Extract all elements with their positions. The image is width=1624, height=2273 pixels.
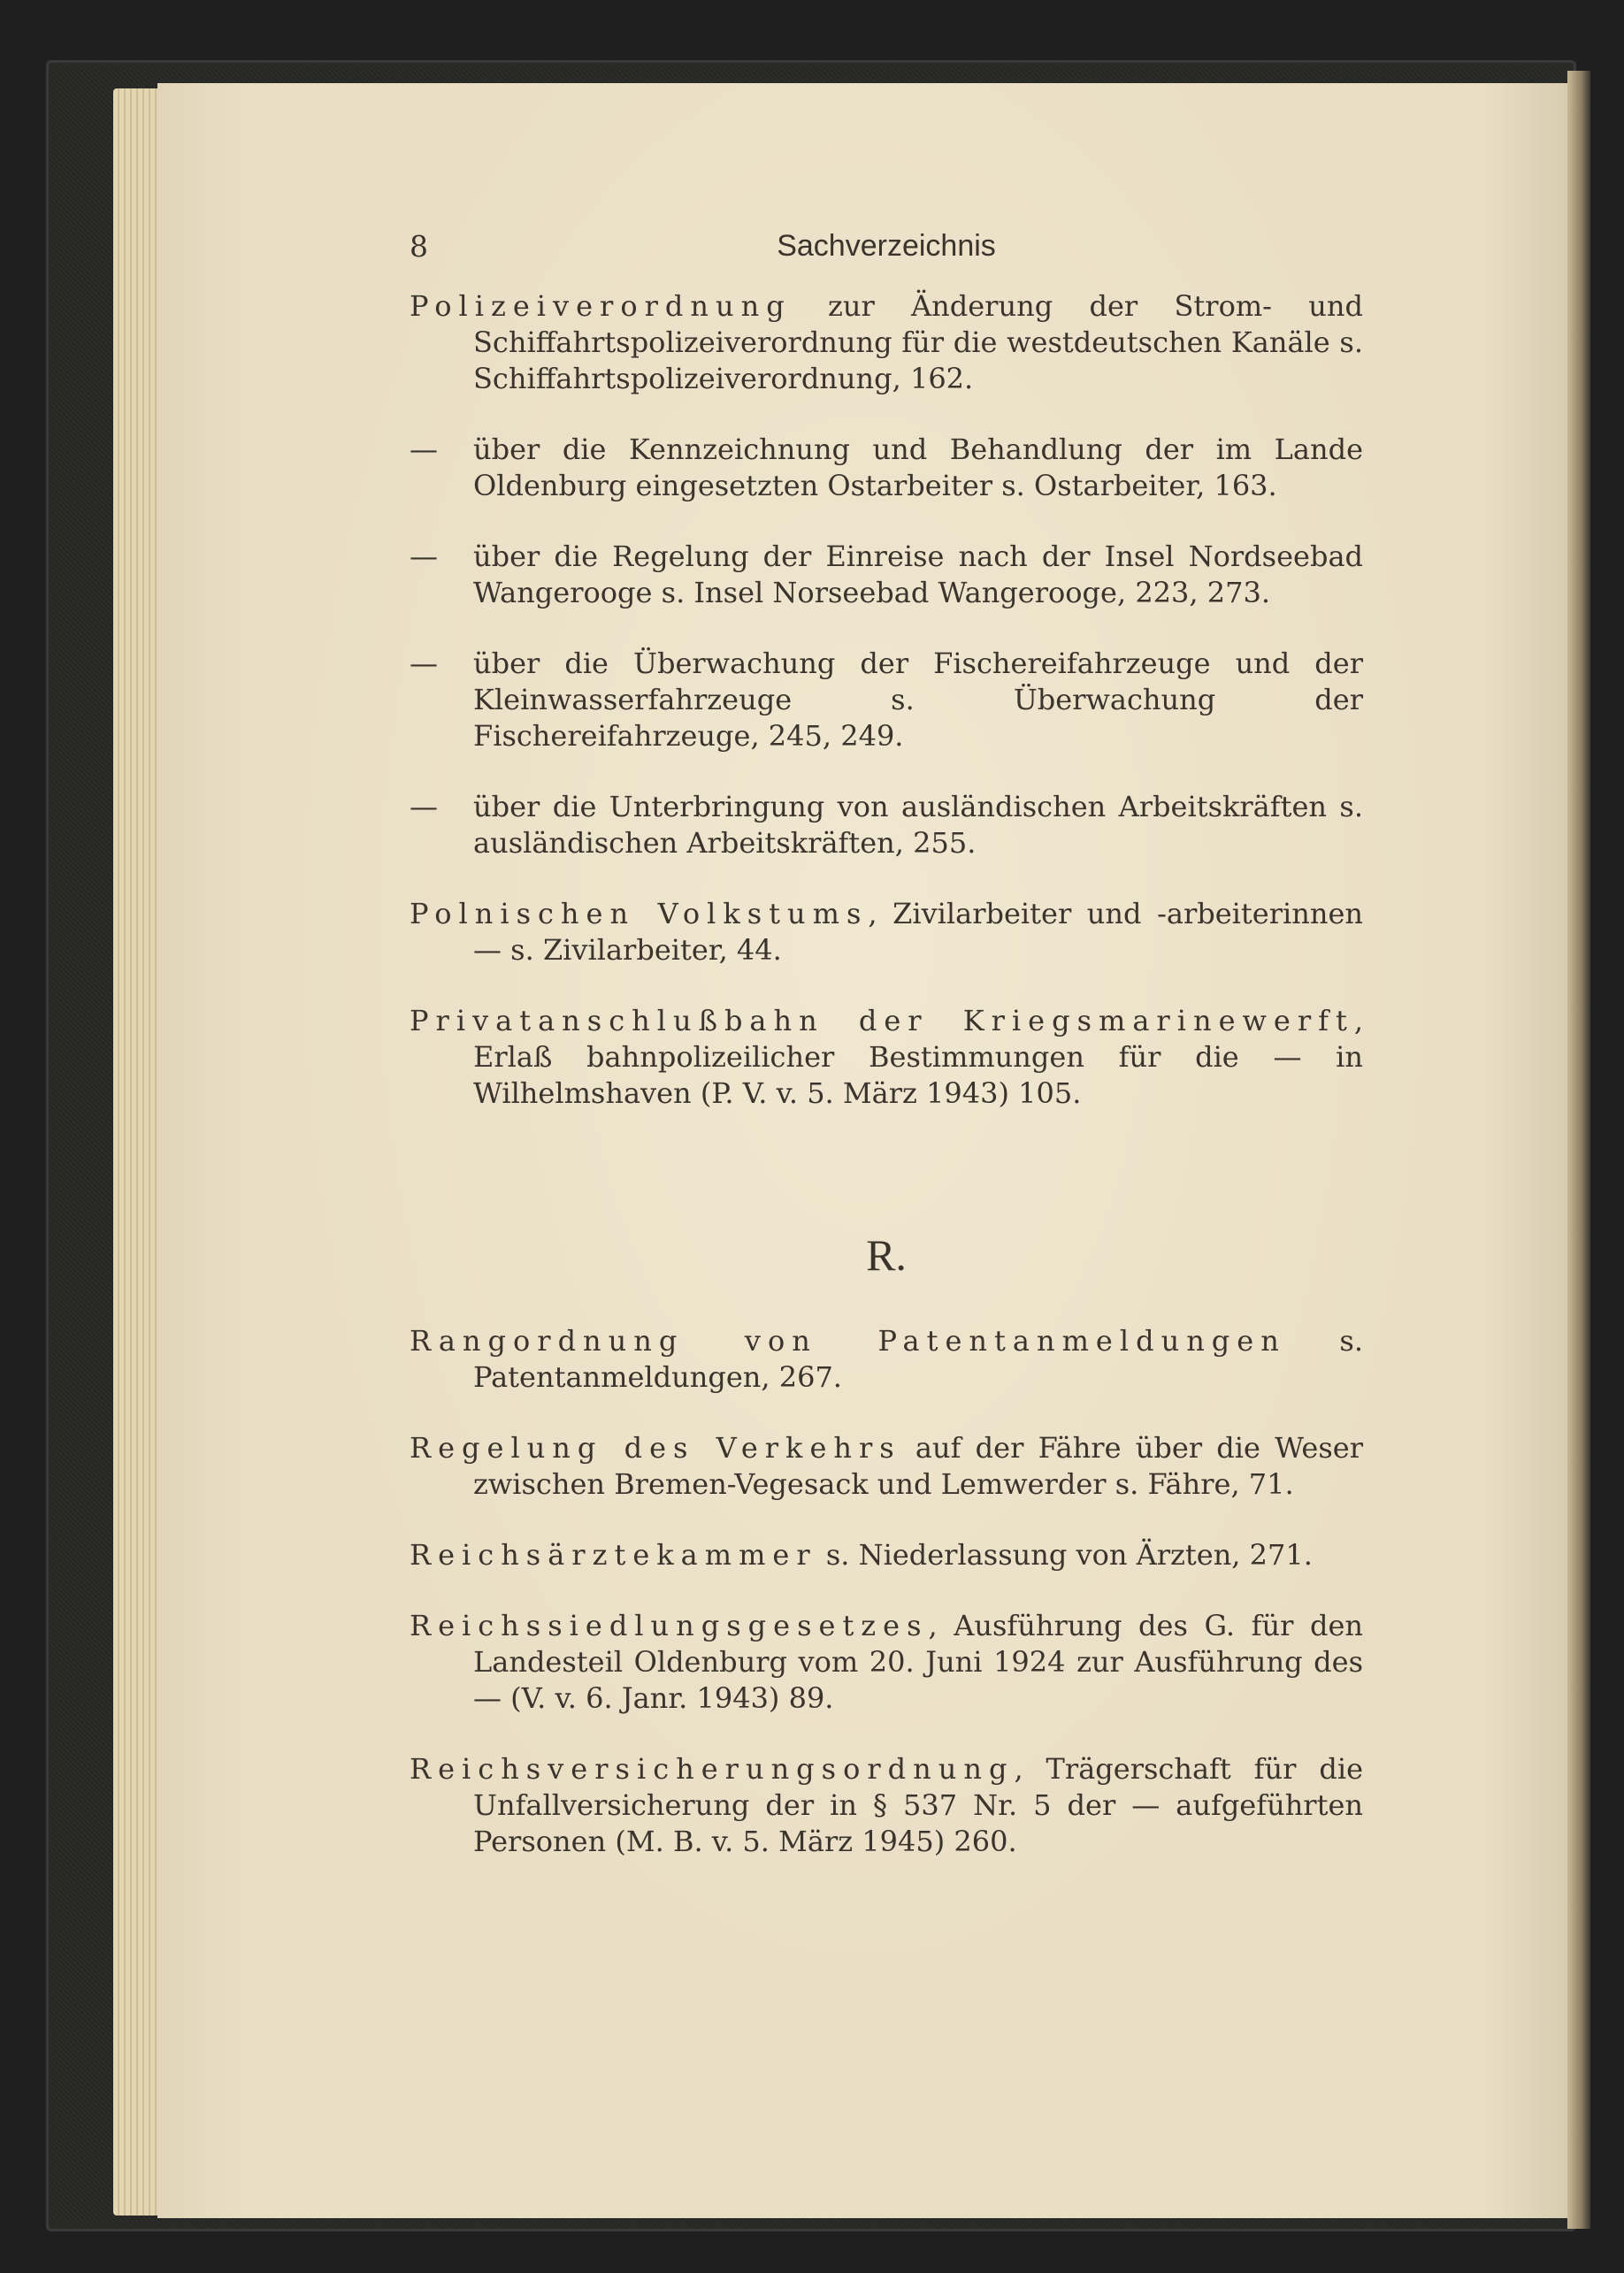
entry-text: über die Überwachung der Fischereifahrzeuge und der Kleinwasserfahrzeuge s. Überwachung der Fischereifahrzeuge, 245, 249. <box>473 647 1363 753</box>
index-entry <box>410 1003 1363 1112</box>
index-entry <box>410 1608 1363 1717</box>
entry-text: zur Änderung der Strom- und Schiffahrtspolizeiverordnung für die westdeutschen Kanäle s. Schiffahrtspolizeiverordnung, 162. <box>473 289 1363 395</box>
entry-keyword: Reichssiedlungsgesetzes <box>410 1609 929 1642</box>
entry-text: auf der Fähre über die Weser zwischen Bremen-Vegesack und Lemwerder s. Fähre, 71. <box>473 1431 1364 1501</box>
entry-keyword: Reichsärztekammer <box>410 1538 817 1572</box>
entry-dash: — <box>410 790 438 823</box>
index-entry <box>410 1537 1363 1573</box>
index-subentry <box>410 432 1363 504</box>
entry-keyword: Regelung des Verkehrs <box>410 1431 901 1465</box>
entry-text: über die Kennzeichnung und Behandlung der im Lande Oldenburg eingesetzten Ostarbeiter s. Ostarbeiter, 163. <box>473 432 1363 502</box>
entry-text: über die Regelung der Einreise nach der Insel Nordseebad Wangerooge s. Insel Norseebad Wangerooge, 223, 273. <box>473 540 1363 609</box>
index-entry <box>410 1430 1363 1503</box>
page-gutter <box>1567 71 1590 2229</box>
index-subentry <box>410 789 1363 861</box>
index-entry <box>410 896 1363 968</box>
entry-text: s. Niederlassung von Ärzten, 271. <box>816 1538 1313 1572</box>
entry-dash: — <box>410 647 438 680</box>
entry-text: über die Unterbringung von ausländischen Arbeitskräften s. ausländischen Arbeitskräften, 255. <box>473 790 1363 860</box>
entry-text: , Ausführung des G. für den Landesteil Oldenburg vom 20. Juni 1924 zur Ausführung des — (V. v. 6. Janr. 1943) 89. <box>473 1609 1363 1715</box>
entry-dash: — <box>410 540 438 573</box>
section-letter: R. <box>866 1230 907 1280</box>
index-text <box>410 228 1363 1894</box>
entry-keyword: Privatanschlußbahn der Kriegsmarinewerft <box>410 1004 1354 1037</box>
index-entry <box>410 1751 1363 1860</box>
entry-keyword: Polnischen Volkstums <box>410 897 869 930</box>
entry-text: s. Patentanmeldungen, 267. <box>473 1324 1364 1394</box>
entry-keyword: Rangordnung von Patentanmeldungen <box>410 1324 1286 1358</box>
entry-dash: — <box>410 432 438 466</box>
index-entry <box>410 288 1363 397</box>
page-header <box>410 228 1363 271</box>
index-subentry <box>410 539 1363 611</box>
index-subentry <box>410 646 1363 754</box>
entry-text: , Erlaß bahnpolizeilicher Bestimmungen für die — in Wilhelmshaven (P. V. v. 5. März 1943) 105. <box>473 1004 1363 1110</box>
entry-keyword: Reichsversicherungsordnung <box>410 1752 1015 1786</box>
entry-text: , Trägerschaft für die Unfallversicherung der in § 537 Nr. 5 der — aufgeführten Personen (M. B. v. 5. März 1945) 260. <box>473 1752 1363 1858</box>
page-number: 8 <box>410 229 428 264</box>
entry-text: , Zivilarbeiter und -arbeiterinnen — s. Zivilarbeiter, 44. <box>473 897 1363 967</box>
entry-keyword: Polizeiverordnung <box>410 289 792 323</box>
index-entry <box>410 1323 1363 1396</box>
page-title: Sachverzeichnis <box>777 229 996 263</box>
